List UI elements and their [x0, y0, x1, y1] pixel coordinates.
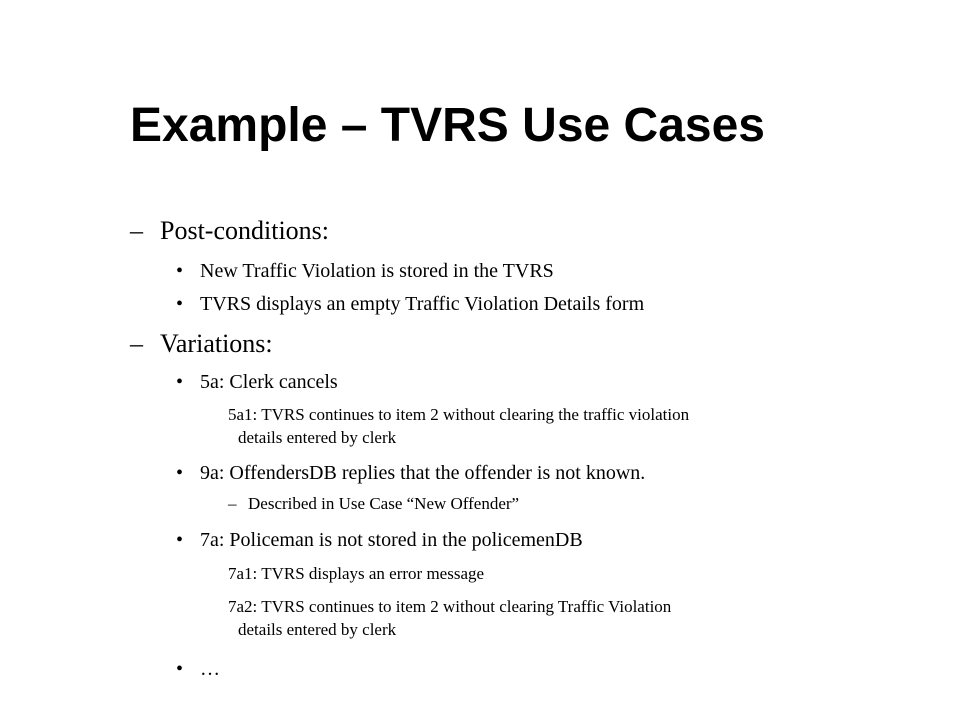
bullet-glyph: •: [176, 462, 184, 484]
section-heading-postconditions: Post-conditions:: [160, 216, 330, 245]
bullet-glyph: •: [176, 658, 184, 680]
sub-item: 5a1: TVRS continues to item 2 without clearing the traffic violation: [228, 405, 690, 424]
bullet-item: …: [200, 658, 220, 680]
section-heading-variations: Variations:: [160, 329, 273, 358]
bullet-item: 9a: OffendersDB replies that the offender is not known.: [200, 462, 646, 484]
bullet-glyph: •: [176, 260, 184, 282]
sub-item: Described in Use Case “New Offender”: [248, 494, 520, 513]
slide-title: Example – TVRS Use Cases: [130, 99, 765, 152]
sub-item: 7a1: TVRS displays an error message: [228, 564, 485, 583]
sub-item-continuation: details entered by clerk: [238, 620, 397, 639]
bullet-item: 5a: Clerk cancels: [200, 371, 338, 393]
bullet-glyph: •: [176, 529, 184, 551]
bullet-glyph: •: [176, 371, 184, 393]
section-dash: –: [130, 329, 143, 358]
bullet-item: TVRS displays an empty Traffic Violation Details form: [200, 293, 645, 315]
sub-item-continuation: details entered by clerk: [238, 428, 397, 447]
bullet-item: New Traffic Violation is stored in the TVRS: [200, 260, 554, 282]
bullet-item: 7a: Policeman is not stored in the policemenDB: [200, 529, 583, 551]
bullet-glyph: •: [176, 293, 184, 315]
section-dash: –: [130, 216, 143, 245]
sub-item: 7a2: TVRS continues to item 2 without clearing Traffic Violation: [228, 597, 672, 616]
sub-dash: –: [228, 494, 237, 513]
